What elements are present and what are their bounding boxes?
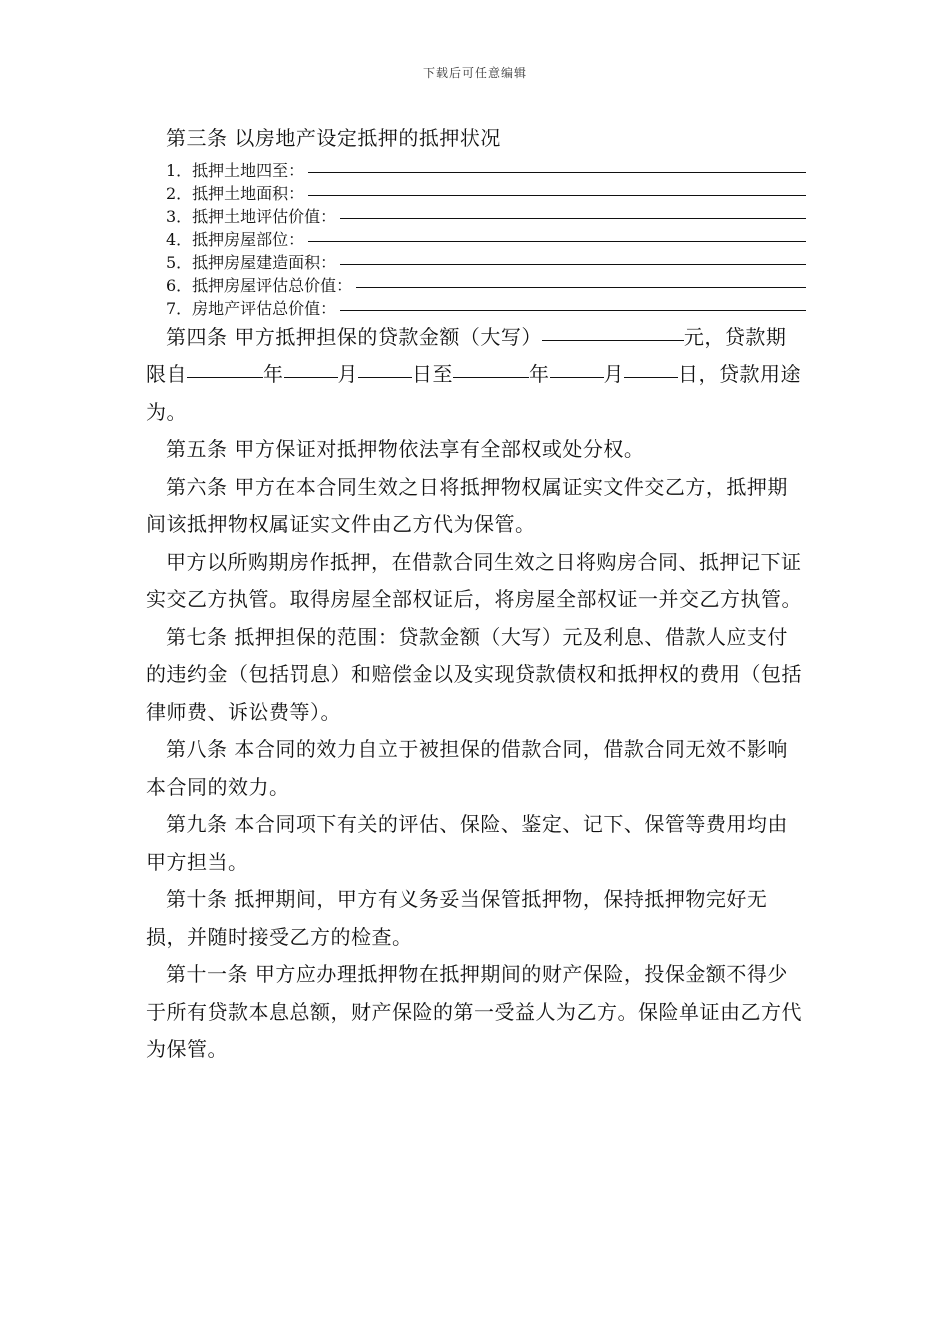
item-label: 7．房地产评估总价值： bbox=[166, 298, 337, 318]
fill-blank bbox=[340, 264, 806, 265]
article-4-text-3: 年 bbox=[263, 362, 284, 386]
article-8: 第八条 本合同的效力自立于被担保的借款合同，借款合同无效不影响本合同的效力。 bbox=[146, 737, 788, 799]
end-month-blank bbox=[550, 376, 604, 378]
article-3-item-7 bbox=[146, 296, 806, 319]
end-day-blank bbox=[624, 376, 678, 378]
article-4-text-1: 第四条 甲方抵押担保的贷款金额（大写） bbox=[166, 324, 542, 349]
start-year-blank bbox=[187, 376, 263, 378]
article-3-item-4 bbox=[146, 227, 806, 250]
fill-blank bbox=[308, 195, 806, 196]
fill-blank bbox=[340, 310, 806, 311]
fill-blank bbox=[308, 241, 806, 242]
article-10: 第十条 抵押期间，甲方有义务妥当保管抵押物，保持抵押物完好无损，并随时接受乙方的检查。 bbox=[146, 887, 768, 949]
article-3-item-1 bbox=[146, 158, 806, 181]
amount-blank bbox=[542, 339, 684, 341]
article-4-text-8: 日，贷款用途为。 bbox=[146, 362, 801, 424]
article-6: 第六条 甲方在本合同生效之日将抵押物权属证实文件交乙方，抵押期间该抵押物权属证实文件由乙方代为保管。 bbox=[146, 474, 788, 536]
fill-blank bbox=[308, 172, 806, 173]
article-4-text-5: 日至 bbox=[412, 362, 453, 386]
document-body bbox=[146, 120, 806, 1069]
item-label: 6．抵押房屋评估总价值： bbox=[166, 275, 353, 295]
item-label: 5．抵押房屋建造面积： bbox=[166, 252, 337, 272]
article-4-text-4: 月 bbox=[337, 362, 358, 386]
article-7: 第七条 抵押担保的范围：贷款金额（大写）元及利息、借款人应支付的违约金（包括罚息）和赔偿金以及实现贷款债权和抵押权的费用（包括律师费、诉讼费等）。 bbox=[146, 624, 802, 724]
article-11: 第十一条 甲方应办理抵押物在抵押期间的财产保险，投保金额不得少于所有贷款本息总额，财产保险的第一受益人为乙方。保险单证由乙方代为保管。 bbox=[146, 962, 802, 1061]
article-3-item-2 bbox=[146, 181, 806, 204]
item-label: 3．抵押土地评估价值： bbox=[166, 206, 337, 226]
article-3-item-5 bbox=[146, 250, 806, 273]
item-label: 4．抵押房屋部位： bbox=[166, 229, 305, 249]
fill-blank bbox=[340, 218, 806, 219]
article-4-text-7: 月 bbox=[603, 362, 624, 386]
article-4 bbox=[146, 319, 806, 432]
article-3-title: 第三条 以房地产设定抵押的抵押状况 bbox=[166, 126, 501, 150]
end-year-blank bbox=[453, 376, 529, 378]
article-9: 第九条 本合同项下有关的评估、保险、鉴定、记下、保管等费用均由甲方担当。 bbox=[146, 812, 788, 874]
item-label: 1．抵押土地四至： bbox=[166, 160, 305, 180]
page-header: 下载后可任意编辑 bbox=[422, 66, 527, 80]
article-4-text-6: 年 bbox=[529, 362, 550, 386]
start-day-blank bbox=[358, 376, 412, 378]
item-label: 2．抵押土地面积： bbox=[166, 183, 305, 203]
fill-blank bbox=[356, 287, 806, 288]
article-3-item-6 bbox=[146, 273, 806, 296]
start-month-blank bbox=[284, 376, 338, 378]
article-6-paragraph-2: 甲方以所购期房作抵押，在借款合同生效之日将购房合同、抵押记下证实交乙方执管。取得房屋全部权证后，将房屋全部权证一并交乙方执管。 bbox=[146, 549, 802, 611]
article-4-text-2: 元，贷款期限自 bbox=[146, 324, 787, 386]
article-3-item-3 bbox=[146, 204, 806, 227]
article-5: 第五条 甲方保证对抵押物依法享有全部权或处分权。 bbox=[166, 437, 645, 461]
